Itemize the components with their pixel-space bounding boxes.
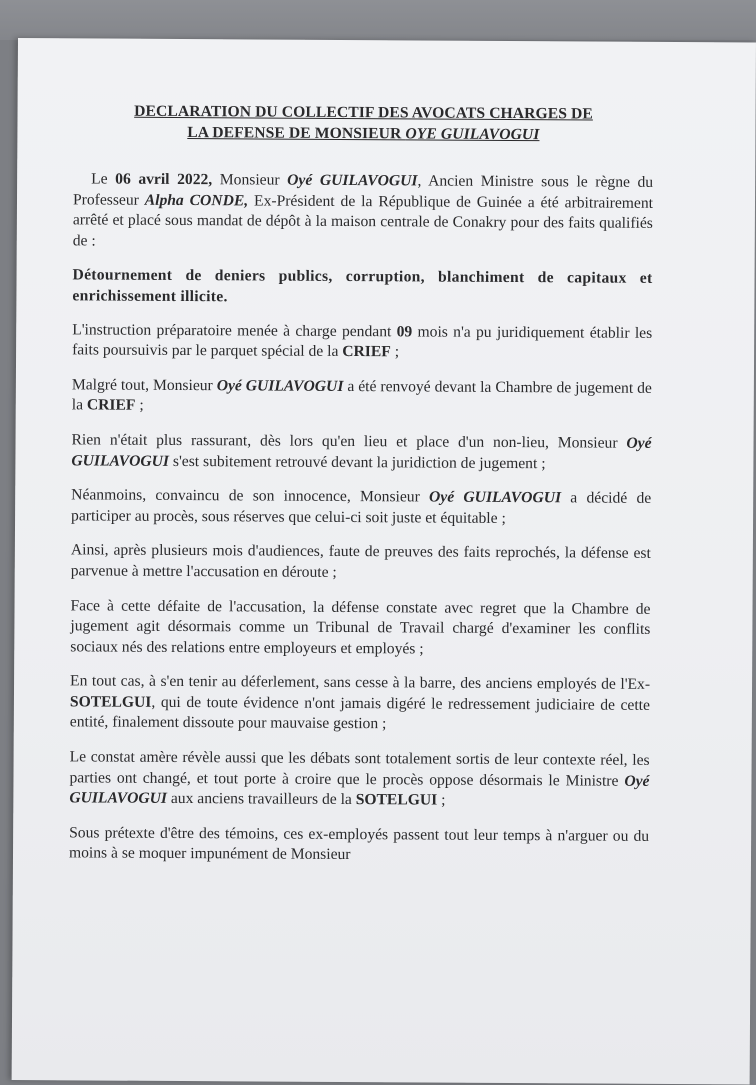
court-name: CRIEF	[86, 396, 136, 415]
text-span: Néanmoins, convaincu de son innocence, Monsieur	[71, 486, 430, 506]
arrest-date: 06 avril 2022,	[115, 170, 213, 189]
text-span: Ex-Président de la République de Guinée a été arbitrairement arrêté et placé sous mandat de dépôt à la maison centrale de Conakry pour des faits qualifiés de :	[72, 192, 654, 250]
title-line-2	[73, 121, 653, 146]
text-span: a décidé de participer au procès, sous réserves que celui-ci soit juste et équitable ;	[71, 489, 652, 527]
client-name: Oyé GUILAVOGUI	[216, 376, 344, 395]
text-span: ;	[390, 343, 400, 361]
paragraph-referral	[72, 375, 652, 420]
client-name: Oyé GUILAVOGUI	[287, 171, 418, 190]
paragraph-trial	[71, 430, 651, 475]
text-span: aux anciens travailleurs de la	[166, 790, 356, 809]
client-name: Oyé GUILAVOGUI	[429, 488, 562, 507]
text-span: ;	[135, 397, 144, 415]
title-line-1: DECLARATION DU COLLECTIF DES AVOCATS CHARGES DE	[134, 102, 593, 123]
court-name: CRIEF	[342, 343, 391, 361]
text-span: Rien n'était plus rassurant, dès lors qu'en lieu et place d'un non-lieu, Monsieur	[71, 431, 627, 452]
company-name: SOTELGUI	[355, 791, 438, 809]
text-span: a été renvoyé devant la Chambre de jugement de la	[71, 377, 652, 414]
title-line-2-prefix: LA DEFENSE DE MONSIEUR	[187, 124, 406, 143]
text-span: L'instruction préparatoire menée à charge pendant	[72, 320, 397, 340]
paragraph-context	[69, 747, 649, 812]
paragraph-hearings: Ainsi, après plusieurs mois d'audiences, faute de preuves des faits reprochés, la défense est parvenue à mettre l'accusation en déroute ;	[70, 541, 651, 581]
client-name: Oyé GUILAVOGUI	[69, 772, 650, 808]
paragraph-arrest	[73, 169, 653, 255]
client-name: Oyé GUILAVOGUI	[71, 434, 652, 470]
background-surface	[0, 0, 756, 40]
company-name: SOTELGUI	[69, 693, 152, 711]
text-span: , qui de toute évidence n'ont jamais digéré le redressement judiciaire de cette entité, finalement dissoute pour mauvaise gestion ;	[69, 693, 650, 733]
paragraph-former-employees	[70, 672, 650, 737]
text-span: s'est subitement retrouvé devant la juridiction de jugement ;	[168, 452, 546, 472]
paragraph-charges: Détournement de deniers publics, corruption, blanchiment de capitaux et enrichissement illicite.	[72, 266, 653, 306]
paragraph-witnesses: Sous prétexte d'être des témoins, ces ex-employés passent tout leur temps à n'arguer ou du moins à se moquer impunément de Monsieur	[68, 824, 650, 864]
president-name: Alpha CONDE,	[144, 191, 249, 210]
paragraph-labour-tribunal: Face à cette défaite de l'accusation, la défense constate avec regret que la Chambre de jugement agit désormais comme un Tribunal de Travail chargé d'examiner les conflits sociaux nés des relations entre employeurs et employés ;	[70, 596, 651, 658]
document-page	[12, 38, 756, 1084]
text-span: Le	[91, 170, 116, 188]
paragraph-participation	[71, 485, 651, 530]
document-body	[69, 100, 654, 882]
text-span: En tout cas, à s'en tenir au déferlement, sans cesse à la barre, des anciens employés de l'Ex-	[70, 672, 651, 694]
document-title	[73, 100, 653, 146]
text-span: ;	[437, 791, 446, 809]
text-span: Malgré tout, Monsieur	[71, 376, 217, 394]
text-span: mois n'a pu juridiquement établir les faits poursuivis par le parquet spécial de la	[72, 322, 653, 361]
paragraph-investigation	[72, 320, 652, 365]
text-span: Le constat amère révèle aussi que les débats sont totalement sortis de leur contexte réel, les parties ont changé, et tout porte à croire que le procès oppose désormais le Ministre	[69, 748, 650, 790]
text-span: , Ancien Ministre sous le règne du Professeur	[72, 172, 654, 209]
text-span: Monsieur	[212, 171, 288, 189]
months-count: 09	[396, 322, 413, 340]
title-client-name: OYE GUILAVOGUI	[405, 125, 540, 144]
